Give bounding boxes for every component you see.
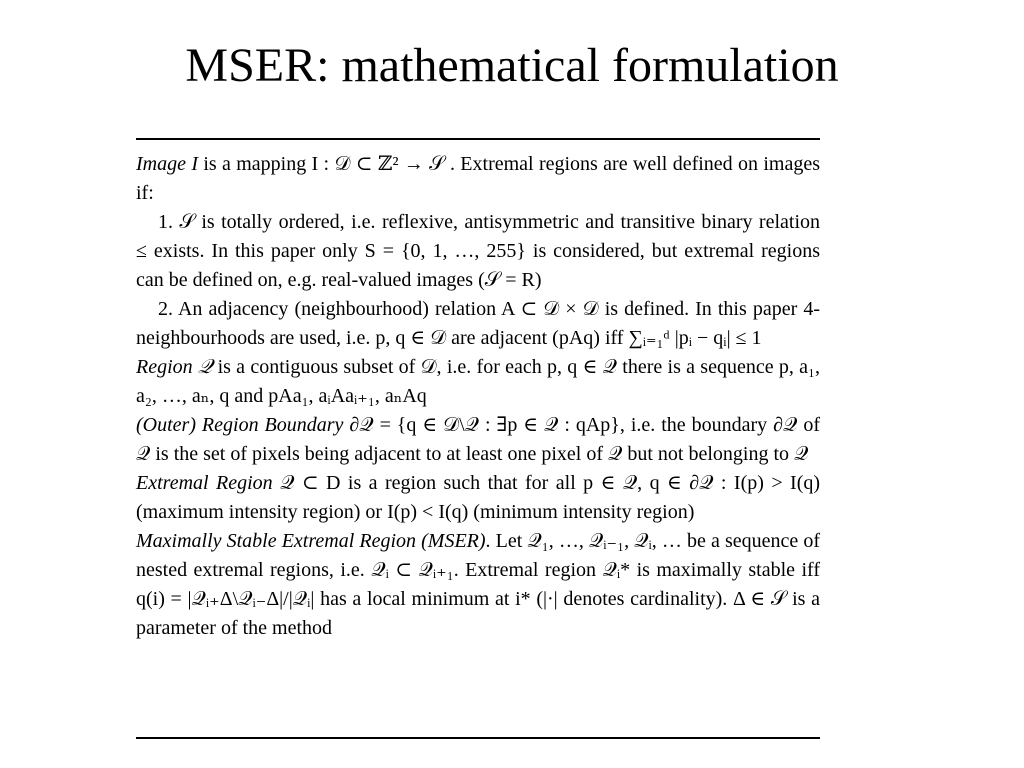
mser-definition: [136, 527, 820, 643]
boundary-definition: [136, 411, 820, 469]
condition-1: [136, 208, 820, 295]
image-definition: [136, 150, 820, 208]
condition-1-text: 1. 𝒮 is totally ordered, i.e. reflexive, antisymmetric and transitive binary relation ≤ exists. In this paper only S = {0, 1, …, 255} is considered, but extremal regions can be defined on, e.g. real-valued images (𝒮 = R): [136, 211, 820, 291]
slide-title: MSER: mathematical formulation: [185, 39, 839, 92]
boundary-term: (Outer) Region Boundary: [136, 414, 344, 436]
extremal-region-definition: [136, 469, 820, 527]
mser-text: . Let 𝒬₁, …, 𝒬ᵢ₋₁, 𝒬ᵢ, … be a sequence of nested extremal regions, i.e. 𝒬ᵢ ⊂ 𝒬ᵢ₊₁. Extremal region 𝒬ᵢ* is maximally stable iff q(i) = |𝒬ᵢ₊Δ\𝒬ᵢ₋Δ|/|𝒬ᵢ| has a local minimum at i* (|·| denotes cardinality). Δ ∈ 𝒮 is a parameter of the method: [136, 530, 820, 639]
region-text: is a contiguous subset of 𝒟, i.e. for each p, q ∈ 𝒬 there is a sequence p, a₁, a₂, …, aₙ, q and pAa₁, aᵢAaᵢ₊₁, aₙAq: [136, 356, 820, 407]
boundary-text: ∂𝒬 = {q ∈ 𝒟\𝒬 : ∃p ∈ 𝒬 : qAp}, i.e. the boundary ∂𝒬 of 𝒬 is the set of pixels being adjacent to at least one pixel of 𝒬 but not belonging to 𝒬: [136, 414, 820, 465]
bottom-rule: [136, 737, 820, 739]
condition-2: [136, 295, 820, 353]
mser-term: Maximally Stable Extremal Region (MSER): [136, 530, 486, 552]
extremal-region-text: 𝒬 ⊂ D is a region such that for all p ∈ 𝒬, q ∈ ∂𝒬 : I(p) > I(q) (maximum intensity region) or I(p) < I(q) (minimum intensity region): [136, 472, 821, 523]
extremal-region-term: Extremal Region: [136, 472, 273, 494]
image-term: Image I: [136, 153, 198, 175]
definitions-block: [136, 150, 820, 643]
region-term: Region 𝒬: [136, 356, 213, 378]
top-rule: [136, 138, 820, 140]
image-text: is a mapping I : 𝒟 ⊂ ℤ² → 𝒮 . Extremal regions are well defined on images if:: [136, 153, 820, 204]
region-definition: [136, 353, 820, 411]
condition-2-text: 2. An adjacency (neighbourhood) relation A ⊂ 𝒟 × 𝒟 is defined. In this paper 4-neighbourhoods are used, i.e. p, q ∈ 𝒟 are adjacent (pAq) iff ∑ᵢ₌₁ᵈ |pᵢ − qᵢ| ≤ 1: [136, 298, 820, 349]
